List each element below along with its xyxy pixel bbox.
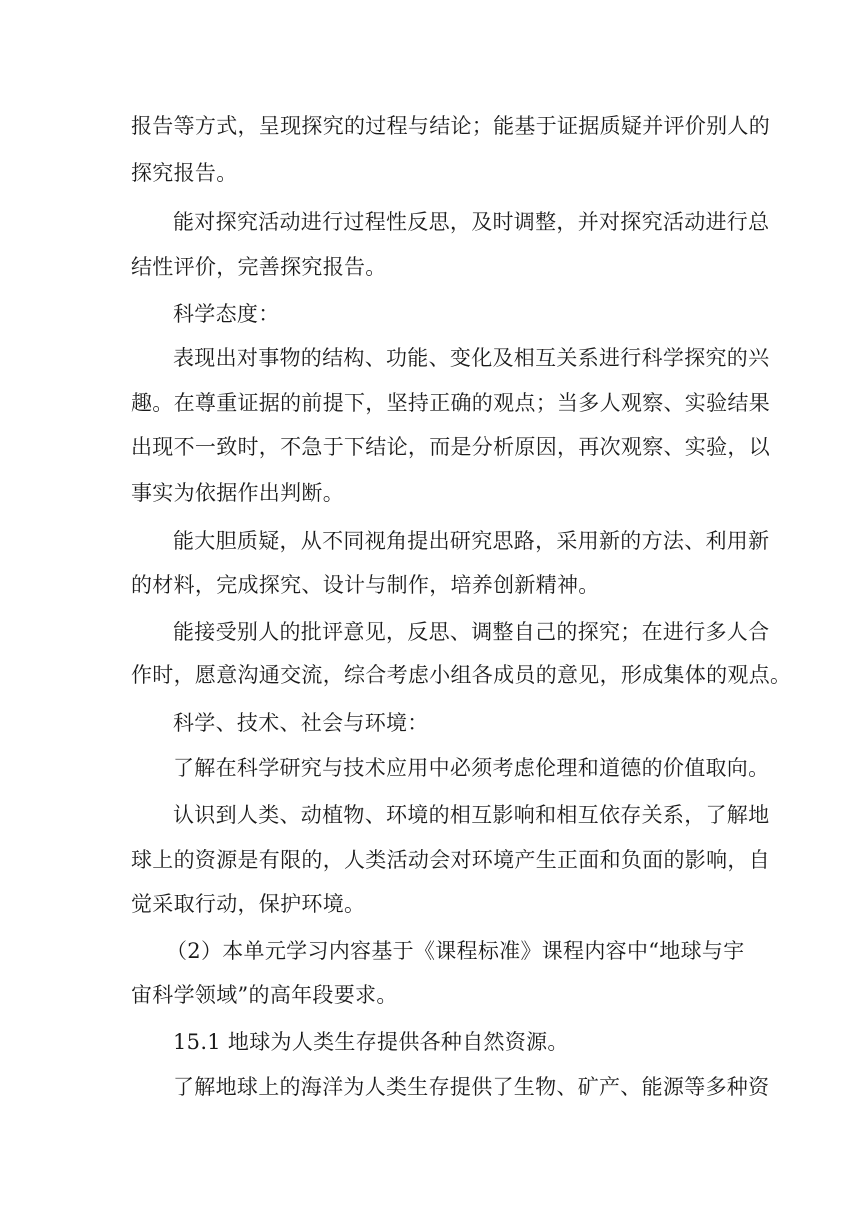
text-line: 能大胆质疑，从不同视角提出研究思路，采用新的方法、利用新 xyxy=(173,529,770,553)
text-line: 报告等方式，呈现探究的过程与结论；能基于证据质疑并评价别人的 xyxy=(131,114,770,138)
text-line: 探究报告。 xyxy=(131,161,238,185)
text-line: 表现出对事物的结构、功能、变化及相互关系进行科学探究的兴 xyxy=(173,346,770,370)
text-line: 认识到人类、动植物、环境的相互影响和相互依存关系，了解地 xyxy=(173,803,770,827)
text-line: 结性评价，完善探究报告。 xyxy=(131,255,387,279)
text-line: 15.1 地球为人类生存提供各种自然资源。 xyxy=(173,1030,569,1054)
text-line: 趣。在尊重证据的前提下，坚持正确的观点；当多人观察、实验结果 xyxy=(131,391,770,415)
text-line: 能接受别人的批评意见，反思、调整自己的探究；在进行多人合 xyxy=(173,620,770,644)
text-line: 事实为依据作出判断。 xyxy=(131,481,344,505)
text-line: 能对探究活动进行过程性反思，及时调整，并对探究活动进行总 xyxy=(173,210,770,234)
text-line: 了解在科学研究与技术应用中必须考虑伦理和道德的价值取向。 xyxy=(173,756,770,780)
text-line: 觉采取行动，保护环境。 xyxy=(131,892,366,916)
text-line: 出现不一致时，不急于下结论，而是分析原因，再次观察、实验，以 xyxy=(131,435,770,459)
text-line: 宙科学领域”的高年段要求。 xyxy=(131,983,398,1007)
text-line: 的材料，完成探究、设计与制作，培养创新精神。 xyxy=(131,573,600,597)
section-heading: 科学、技术、社会与环境： xyxy=(173,711,429,735)
section-heading: 科学态度： xyxy=(173,302,280,326)
text-line: 作时，愿意沟通交流，综合考虑小组各成员的意见，形成集体的观点。 xyxy=(131,663,792,687)
text-line: 了解地球上的海洋为人类生存提供了生物、矿产、能源等多种资 xyxy=(173,1075,770,1099)
text-line: （2）本单元学习内容基于《课程标准》课程内容中“地球与宇 xyxy=(166,939,745,963)
text-line: 球上的资源是有限的，人类活动会对环境产生正面和负面的影响，自 xyxy=(131,848,770,872)
